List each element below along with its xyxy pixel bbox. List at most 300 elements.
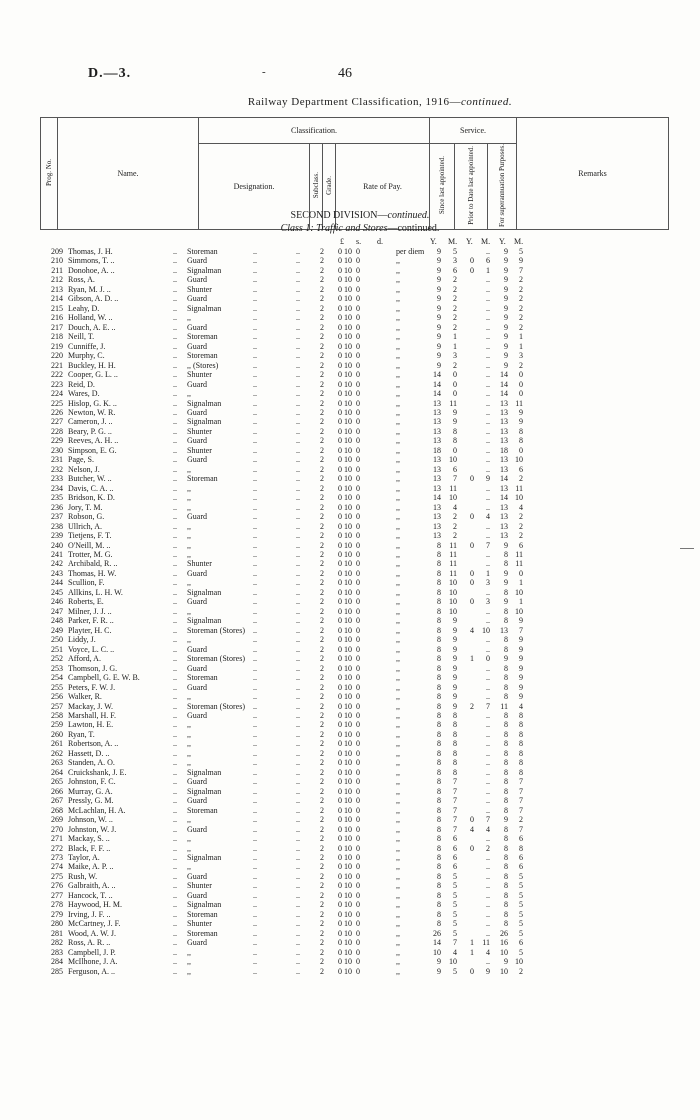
cell-super-months: 7 xyxy=(519,796,523,806)
cell-subclass: 2 xyxy=(320,455,324,465)
cell-prog-no: 246 xyxy=(51,597,63,607)
cell-name: Davis, C. A. .. xyxy=(68,483,114,493)
leader-dots: .. xyxy=(296,455,300,465)
cell-name: Nelson, J. xyxy=(68,464,100,474)
cell-designation: ,, xyxy=(187,947,191,957)
cell-designation: ,, xyxy=(187,729,191,739)
cell-since-months: 2 xyxy=(453,303,457,313)
leader-dots: .. xyxy=(296,351,300,361)
cell-prog-no: 248 xyxy=(51,616,63,626)
cell-subclass: 2 xyxy=(320,256,324,266)
cell-since-years: 8 xyxy=(437,881,441,891)
cell-name: Gibson, A. D. .. xyxy=(68,294,119,304)
cell-prog-no: 241 xyxy=(51,550,63,559)
cell-since-years: 13 xyxy=(433,512,441,522)
cell-since-months: 5 xyxy=(453,900,457,910)
cell-designation: Signalman xyxy=(187,786,222,796)
cell-prior-years: 0 xyxy=(470,265,474,275)
cell-name: Marshall, H. F. xyxy=(68,710,117,720)
cell-since-months: 5 xyxy=(453,909,457,919)
cell-prior-months: .. xyxy=(486,587,490,597)
cell-since-years: 8 xyxy=(437,720,441,730)
cell-since-months: 8 xyxy=(453,758,457,768)
cell-prog-no: 216 xyxy=(51,313,63,323)
cell-prog-no: 236 xyxy=(51,502,63,512)
cell-prog-no: 214 xyxy=(51,294,63,304)
cell-prior-months: 9 xyxy=(486,966,490,976)
table-row xyxy=(0,787,700,796)
table-row xyxy=(0,711,700,720)
leader-dots: .. xyxy=(296,407,300,417)
cell-rate-unit: ,, xyxy=(396,635,400,645)
leader-dots: .. xyxy=(253,692,257,702)
cell-prior-months: .. xyxy=(486,483,490,493)
cell-name: Simpson, E. G. xyxy=(68,445,117,455)
cell-prior-months: .. xyxy=(486,303,490,313)
cell-prog-no: 272 xyxy=(51,843,63,853)
leader-dots: .. xyxy=(173,464,177,474)
col-name: Name. xyxy=(58,118,199,230)
cell-prog-no: 252 xyxy=(51,654,63,664)
cell-super-years: 8 xyxy=(504,805,508,815)
leader-dots: .. xyxy=(296,919,300,929)
cell-super-months: 5 xyxy=(519,909,523,919)
cell-designation: ,, xyxy=(187,502,191,512)
cell-prog-no: 218 xyxy=(51,332,63,342)
table-row xyxy=(0,389,700,398)
cell-prior-months: .. xyxy=(486,786,490,796)
table-row xyxy=(0,626,700,635)
unit-months-since: M. xyxy=(448,237,458,246)
cell-super-years: 8 xyxy=(504,862,508,872)
table-row xyxy=(0,692,700,701)
cell-super-years: 13 xyxy=(500,512,508,522)
cell-super-years: 9 xyxy=(504,815,508,825)
cell-prog-no: 211 xyxy=(51,265,63,275)
leader-dots: .. xyxy=(253,275,257,285)
cell-since-months: 11 xyxy=(449,568,457,578)
leader-dots: .. xyxy=(296,550,300,559)
cell-name: Tietjens, F. T. xyxy=(68,531,112,541)
cell-prior-months: .. xyxy=(486,692,490,702)
table-row xyxy=(0,739,700,748)
cell-super-months: 2 xyxy=(519,521,523,531)
cell-prog-no: 234 xyxy=(51,483,63,493)
cell-subclass: 2 xyxy=(320,247,324,256)
cell-rate: 0 10 0 xyxy=(338,597,360,607)
leader-dots: .. xyxy=(173,625,177,635)
cell-name: Donohoe, A. .. xyxy=(68,265,115,275)
cell-super-years: 8 xyxy=(504,635,508,645)
cell-rate: 0 10 0 xyxy=(338,957,360,967)
cell-super-months: 7 xyxy=(519,265,523,275)
cell-prior-months: 1 xyxy=(486,265,490,275)
table-row xyxy=(0,948,700,957)
class-name: Traffic and Stores xyxy=(316,223,388,234)
leader-dots: .. xyxy=(253,370,257,380)
table-row xyxy=(0,796,700,805)
leader-dots: .. xyxy=(253,464,257,474)
leader-dots: .. xyxy=(253,682,257,692)
leader-dots: .. xyxy=(173,834,177,844)
leader-dots: .. xyxy=(253,407,257,417)
table-row xyxy=(0,664,700,673)
leader-dots: .. xyxy=(173,720,177,730)
cell-rate: 0 10 0 xyxy=(338,692,360,702)
leader-dots: .. xyxy=(296,635,300,645)
cell-subclass: 2 xyxy=(320,824,324,834)
cell-rate: 0 10 0 xyxy=(338,426,360,436)
cell-since-months: 4 xyxy=(453,947,457,957)
cell-super-months: 2 xyxy=(519,815,523,825)
cell-rate: 0 10 0 xyxy=(338,862,360,872)
leader-dots: .. xyxy=(253,559,257,569)
cell-super-years: 8 xyxy=(504,890,508,900)
table-row xyxy=(0,484,700,493)
cell-name: Liddy, J. xyxy=(68,635,96,645)
cell-prior-months: .. xyxy=(486,407,490,417)
cell-subclass: 2 xyxy=(320,512,324,522)
cell-super-months: 2 xyxy=(519,303,523,313)
cell-designation: ,, xyxy=(187,843,191,853)
leader-dots: .. xyxy=(173,909,177,919)
cell-rate: 0 10 0 xyxy=(338,796,360,806)
cell-since-months: 5 xyxy=(453,966,457,976)
cell-prior-months: .. xyxy=(486,370,490,380)
cell-since-months: 2 xyxy=(453,275,457,285)
leader-dots: .. xyxy=(173,540,177,550)
cell-designation: Guard xyxy=(187,568,207,578)
cell-designation: ,, xyxy=(187,606,191,616)
leader-dots: .. xyxy=(173,445,177,455)
cell-since-months: 9 xyxy=(453,625,457,635)
cell-super-years: 9 xyxy=(504,256,508,266)
cell-designation: Guard xyxy=(187,512,207,522)
leader-dots: .. xyxy=(173,758,177,768)
cell-since-years: 8 xyxy=(437,663,441,673)
cell-super-months: 5 xyxy=(519,890,523,900)
leader-dots: .. xyxy=(173,957,177,967)
cell-rate-unit: ,, xyxy=(396,805,400,815)
cell-name: Robertson, A. .. xyxy=(68,739,119,749)
division-name: SECOND DIVISION— xyxy=(290,210,388,221)
cell-prior-months: .. xyxy=(486,284,490,294)
page-identifier: D.—3. xyxy=(88,66,132,81)
cell-super-years: 8 xyxy=(504,748,508,758)
cell-prior-months: 4 xyxy=(486,824,490,834)
leader-dots: .. xyxy=(296,512,300,522)
table-row xyxy=(0,891,700,900)
cell-rate-unit: ,, xyxy=(396,966,400,976)
cell-subclass: 2 xyxy=(320,673,324,683)
cell-prog-no: 245 xyxy=(51,587,63,597)
cell-super-years: 9 xyxy=(504,322,508,332)
cell-rate-unit: ,, xyxy=(396,370,400,380)
cell-subclass: 2 xyxy=(320,815,324,825)
cell-super-years: 13 xyxy=(500,417,508,427)
leader-dots: .. xyxy=(173,247,177,256)
cell-super-months: 1 xyxy=(519,341,523,351)
cell-super-months: 5 xyxy=(519,919,523,929)
cell-super-months: 9 xyxy=(519,663,523,673)
table-row xyxy=(0,408,700,417)
cell-rate-unit: ,, xyxy=(396,824,400,834)
cell-prog-no: 254 xyxy=(51,673,63,683)
cell-rate: 0 10 0 xyxy=(338,900,360,910)
cell-prog-no: 226 xyxy=(51,407,63,417)
cell-super-years: 8 xyxy=(504,606,508,616)
cell-since-years: 13 xyxy=(433,407,441,417)
cell-name: Thomas, H. W. xyxy=(68,568,117,578)
leader-dots: .. xyxy=(296,796,300,806)
cell-prior-months: .. xyxy=(486,550,490,559)
cell-designation: ,, xyxy=(187,739,191,749)
cell-name: Irving, J. F. .. xyxy=(68,909,111,919)
cell-designation: ,, xyxy=(187,578,191,588)
cell-name: Haywood, H. M. xyxy=(68,900,122,910)
cell-super-years: 8 xyxy=(504,834,508,844)
unit-years-super: Y. xyxy=(499,237,506,246)
leader-dots: .. xyxy=(173,436,177,446)
leader-dots: .. xyxy=(296,265,300,275)
cell-super-years: 14 xyxy=(500,493,508,503)
leader-dots: .. xyxy=(173,256,177,266)
cell-rate-unit: ,, xyxy=(396,568,400,578)
cell-super-months: 2 xyxy=(519,294,523,304)
table-row xyxy=(0,758,700,767)
cell-rate: 0 10 0 xyxy=(338,853,360,862)
cell-prior-years: 0 xyxy=(470,843,474,853)
cell-subclass: 2 xyxy=(320,682,324,692)
cell-since-years: 8 xyxy=(437,644,441,654)
cell-rate: 0 10 0 xyxy=(338,464,360,474)
cell-subclass: 2 xyxy=(320,616,324,626)
cell-rate: 0 10 0 xyxy=(338,710,360,720)
cell-name: Johnson, W. .. xyxy=(68,815,113,825)
cell-designation: ,, xyxy=(187,966,191,976)
cell-rate-unit: ,, xyxy=(396,815,400,825)
cell-since-years: 8 xyxy=(437,559,441,569)
cell-prog-no: 230 xyxy=(51,445,63,455)
cell-prior-months: .. xyxy=(486,853,490,862)
cell-since-months: 9 xyxy=(453,654,457,664)
cell-since-months: 5 xyxy=(453,928,457,938)
leader-dots: .. xyxy=(173,890,177,900)
leader-dots: .. xyxy=(173,417,177,427)
cell-prior-months: .. xyxy=(486,493,490,503)
leader-dots: .. xyxy=(296,247,300,256)
cell-since-months: 5 xyxy=(453,247,457,256)
cell-subclass: 2 xyxy=(320,720,324,730)
leader-dots: .. xyxy=(173,786,177,796)
cell-since-months: 5 xyxy=(453,881,457,891)
cell-rate: 0 10 0 xyxy=(338,871,360,881)
cell-prog-no: 274 xyxy=(51,862,63,872)
cell-since-months: 10 xyxy=(449,597,457,607)
table-row xyxy=(0,427,700,436)
table-row xyxy=(0,361,700,370)
leader-dots: .. xyxy=(173,919,177,929)
cell-rate: 0 10 0 xyxy=(338,777,360,787)
cell-name: Wood, A. W. J. xyxy=(68,928,117,938)
cell-subclass: 2 xyxy=(320,625,324,635)
cell-prior-months: .. xyxy=(486,881,490,891)
leader-dots: .. xyxy=(296,379,300,389)
cell-subclass: 2 xyxy=(320,464,324,474)
cell-name: Milner, J. J. .. xyxy=(68,606,112,616)
margin-rule xyxy=(680,548,694,549)
cell-since-years: 8 xyxy=(437,568,441,578)
cell-prior-months: .. xyxy=(486,559,490,569)
cell-prog-no: 238 xyxy=(51,521,63,531)
cell-since-months: 9 xyxy=(453,692,457,702)
leader-dots: .. xyxy=(253,483,257,493)
leader-dots: .. xyxy=(253,256,257,266)
cell-super-months: 5 xyxy=(519,247,523,256)
cell-prior-months: .. xyxy=(486,663,490,673)
cell-rate-unit: ,, xyxy=(396,834,400,844)
leader-dots: .. xyxy=(173,379,177,389)
cell-prog-no: 222 xyxy=(51,370,63,380)
cell-since-years: 13 xyxy=(433,483,441,493)
leader-dots: .. xyxy=(296,720,300,730)
cell-designation: Guard xyxy=(187,455,207,465)
cell-prior-months: .. xyxy=(486,748,490,758)
leader-dots: .. xyxy=(253,710,257,720)
cell-designation: Shunter xyxy=(187,284,212,294)
leader-dots: .. xyxy=(253,445,257,455)
table-row xyxy=(0,872,700,881)
cell-subclass: 2 xyxy=(320,777,324,787)
table-row xyxy=(0,313,700,322)
leader-dots: .. xyxy=(173,701,177,711)
leader-dots: .. xyxy=(253,616,257,626)
cell-rate-unit: ,, xyxy=(396,550,400,559)
cell-super-years: 9 xyxy=(504,313,508,323)
class-heading xyxy=(180,223,540,234)
cell-name: Cooper, G. L. .. xyxy=(68,370,118,380)
cell-subclass: 2 xyxy=(320,748,324,758)
cell-name: Leahy, D. xyxy=(68,303,100,313)
cell-since-months: 7 xyxy=(453,824,457,834)
cell-rate: 0 10 0 xyxy=(338,938,360,948)
cell-name: Jory, T. M. xyxy=(68,502,103,512)
leader-dots: .. xyxy=(173,474,177,484)
cell-since-months: 1 xyxy=(453,341,457,351)
cell-rate-unit: ,, xyxy=(396,540,400,550)
cell-prior-months: 3 xyxy=(486,578,490,588)
cell-name: Scullion, F. xyxy=(68,578,105,588)
cell-designation: ,, (Stores) xyxy=(187,360,219,370)
leader-dots: .. xyxy=(253,606,257,616)
leader-dots: .. xyxy=(253,919,257,929)
cell-since-months: 3 xyxy=(453,256,457,266)
cell-rate: 0 10 0 xyxy=(338,417,360,427)
cell-subclass: 2 xyxy=(320,654,324,664)
cell-prog-no: 267 xyxy=(51,796,63,806)
cell-prog-no: 270 xyxy=(51,824,63,834)
cell-since-months: 0 xyxy=(453,370,457,380)
cell-since-years: 8 xyxy=(437,777,441,787)
leader-dots: .. xyxy=(173,824,177,834)
table-row xyxy=(0,323,700,332)
cell-rate: 0 10 0 xyxy=(338,284,360,294)
cell-since-months: 10 xyxy=(449,957,457,967)
cell-designation: Signalman xyxy=(187,398,222,408)
cell-prior-months: 6 xyxy=(486,256,490,266)
leader-dots: .. xyxy=(253,313,257,323)
leader-dots: .. xyxy=(173,294,177,304)
cell-super-months: 9 xyxy=(519,635,523,645)
leader-dots: .. xyxy=(296,578,300,588)
cell-since-years: 9 xyxy=(437,313,441,323)
cell-name: Cruickshank, J. E. xyxy=(68,767,127,777)
cell-rate: 0 10 0 xyxy=(338,881,360,891)
leader-dots: .. xyxy=(253,303,257,313)
cell-super-months: 8 xyxy=(519,710,523,720)
cell-super-months: 8 xyxy=(519,758,523,768)
cell-since-years: 8 xyxy=(437,550,441,559)
leader-dots: .. xyxy=(253,417,257,427)
cell-name: Walker, R. xyxy=(68,692,102,702)
cell-super-months: 4 xyxy=(519,701,523,711)
cell-rate-unit: ,, xyxy=(396,445,400,455)
cell-subclass: 2 xyxy=(320,786,324,796)
cell-name: Taylor, A. xyxy=(68,853,100,862)
cell-subclass: 2 xyxy=(320,550,324,559)
leader-dots: .. xyxy=(253,531,257,541)
col-subclass: Subclass. xyxy=(310,144,323,230)
cell-rate-unit: ,, xyxy=(396,512,400,522)
cell-since-months: 9 xyxy=(453,673,457,683)
cell-since-years: 13 xyxy=(433,531,441,541)
leader-dots: .. xyxy=(296,786,300,796)
cell-prior-months: .. xyxy=(486,682,490,692)
leader-dots: .. xyxy=(173,578,177,588)
leader-dots: .. xyxy=(296,540,300,550)
cell-name: Neill, T. xyxy=(68,332,95,342)
cell-designation: ,, xyxy=(187,957,191,967)
cell-name: Hancock, T. .. xyxy=(68,890,113,900)
cell-super-years: 14 xyxy=(500,474,508,484)
cell-since-years: 9 xyxy=(437,332,441,342)
cell-designation: Guard xyxy=(187,890,207,900)
cell-subclass: 2 xyxy=(320,445,324,455)
division-heading xyxy=(180,210,540,221)
col-prog-no: Prog. No. xyxy=(41,118,58,230)
cell-super-years: 8 xyxy=(504,720,508,730)
table-row xyxy=(0,645,700,654)
cell-since-months: 6 xyxy=(453,853,457,862)
leader-dots: .. xyxy=(173,729,177,739)
cell-rate-unit: ,, xyxy=(396,502,400,512)
cell-super-months: 0 xyxy=(519,370,523,380)
table-row xyxy=(0,569,700,578)
cell-rate: 0 10 0 xyxy=(338,341,360,351)
leader-dots: .. xyxy=(296,777,300,787)
cell-super-years: 11 xyxy=(500,701,508,711)
cell-super-months: 8 xyxy=(519,436,523,446)
leader-dots: .. xyxy=(296,256,300,266)
cell-super-months: 10 xyxy=(515,455,523,465)
leader-dots: .. xyxy=(296,739,300,749)
cell-prog-no: 255 xyxy=(51,682,63,692)
cell-since-years: 13 xyxy=(433,426,441,436)
leader-dots: .. xyxy=(173,284,177,294)
cell-rate: 0 10 0 xyxy=(338,256,360,266)
cell-subclass: 2 xyxy=(320,767,324,777)
cell-super-months: 5 xyxy=(519,871,523,881)
